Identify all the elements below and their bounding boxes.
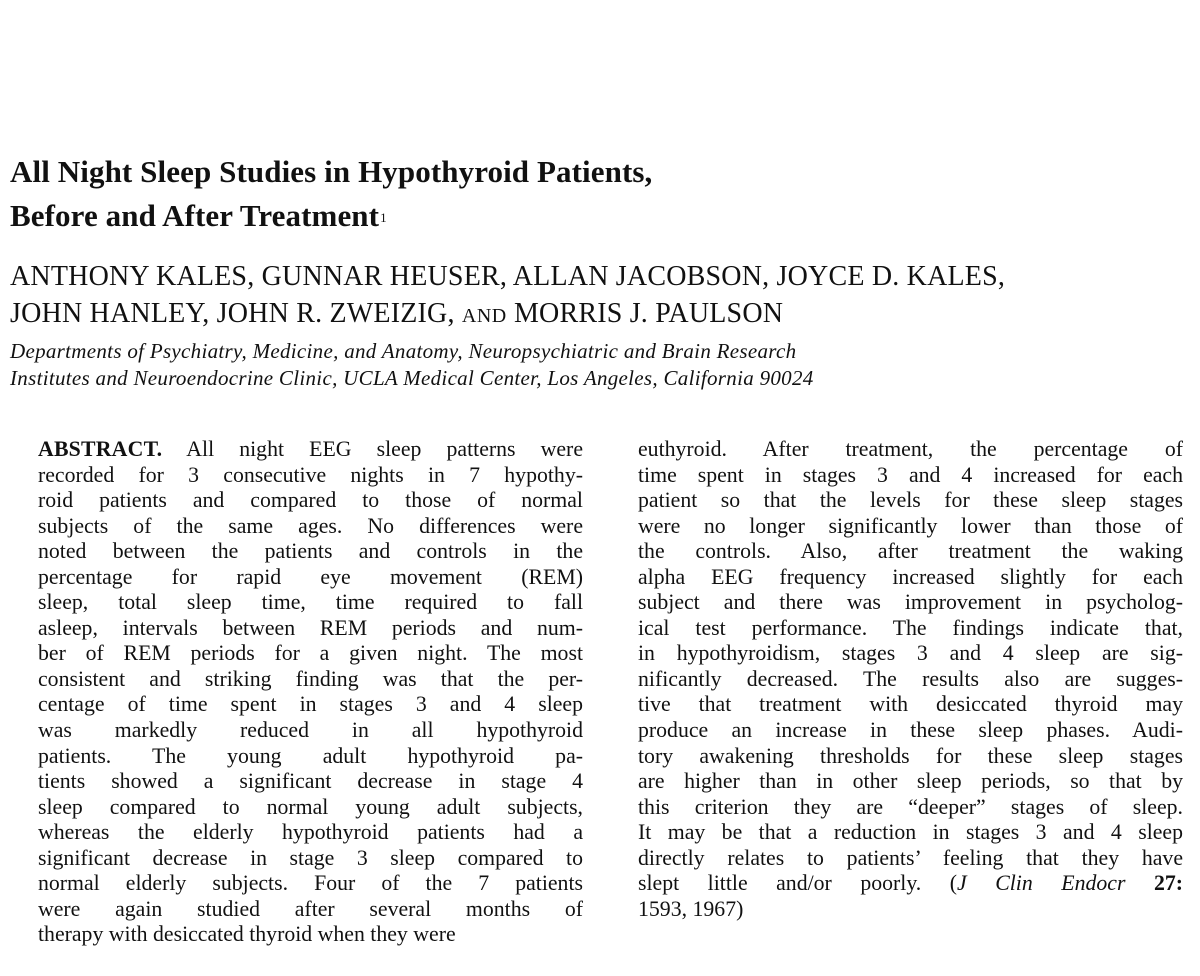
abstract-left-line-3: roid patients and compared to those of normal	[38, 488, 583, 513]
authors-line-2	[10, 295, 1185, 335]
author-list	[10, 258, 1185, 335]
abstract-left-line-1	[38, 437, 583, 463]
citation-journal: J Clin Endocr	[957, 871, 1126, 896]
abstract-first-line-text: All night EEG sleep patterns were	[186, 437, 583, 461]
abstract-right-line-18: directly relates to patients’ feeling that they have	[638, 845, 1183, 870]
abstract-left-line-6: percentage for rapid eye movement (REM)	[38, 564, 583, 589]
abstract-right-line-2: euthyroid. After treatment, the percentage of	[638, 437, 1183, 461]
citation-pre: slept little and/or poorly. (	[638, 871, 958, 896]
abstract-left-line-15: sleep compared to normal young adult subjects,	[38, 794, 583, 819]
abstract-right-line-8: subject and there was improvement in psycholog-	[638, 590, 1183, 615]
abstract-left-line-2: recorded for 3 consecutive nights in 7 hypothy-	[38, 462, 583, 487]
abstract-right-line-5: were no longer significantly lower than those of	[638, 513, 1183, 538]
abstract-right-lines	[638, 437, 1183, 871]
abstract-left-line-20: therapy with desiccated thyroid when they were	[38, 922, 456, 947]
abstract-right-line-14: tory awakening thresholds for these sleep stages	[638, 743, 1183, 768]
abstract-column-left	[38, 437, 583, 948]
abstract-left-line-7: sleep, total sleep time, time required to fall	[38, 590, 583, 615]
authors-line-1: ANTHONY KALES, GUNNAR HEUSER, ALLAN JACOBSON, JOYCE D. KALES,	[10, 261, 1006, 292]
abstract-right-line-10: in hypothyroidism, stages 3 and 4 sleep are sig-	[638, 641, 1183, 666]
abstract-right-line-9: ical test performance. The findings indicate that,	[638, 615, 1183, 640]
abstract-left-line-11: centage of time spent in stages 3 and 4 sleep	[38, 692, 583, 717]
abstract-left-line-4: subjects of the same ages. No differences were	[38, 513, 583, 538]
title-line-2	[10, 194, 1110, 238]
citation-volume: 27:	[1153, 871, 1184, 896]
abstract-right-line-4: patient so that the levels for these sleep stages	[638, 488, 1183, 513]
abstract-left-line-9: ber of REM periods for a given night. The most	[38, 641, 583, 666]
abstract-left-line-18: normal elderly subjects. Four of the 7 patients	[38, 871, 583, 896]
abstract-right-line-7: alpha EEG frequency increased slightly for each	[638, 564, 1183, 589]
title-footnote-mark: 1	[380, 210, 387, 225]
title-line-1: All Night Sleep Studies in Hypothyroid Patients,	[10, 154, 653, 189]
abstract-left-line-12: was markedly reduced in all hypothyroid	[38, 718, 583, 743]
abstract-right-line-17: It may be that a reduction in stages 3 and 4 sleep	[638, 820, 1183, 845]
abstract-left-line-10: consistent and striking finding was that the per-	[38, 666, 583, 691]
article-title	[10, 150, 1110, 238]
abstract-left-line-8: asleep, intervals between REM periods and num-	[38, 615, 583, 640]
authors-line-2-post: MORRIS J. PAULSON	[513, 298, 784, 329]
title-line-2-text: Before and After Treatment	[10, 198, 380, 233]
abstract-label: ABSTRACT.	[38, 437, 163, 461]
abstract-left-line-16: whereas the elderly hypothyroid patients had a	[38, 820, 583, 845]
abstract-left-line-17: significant decrease in stage 3 sleep compared to	[38, 845, 583, 870]
abstract-right-line-6: the controls. Also, after treatment the waking	[638, 539, 1183, 564]
abstract-left-line-5: noted between the patients and controls in the	[38, 539, 583, 564]
authors-and: AND	[461, 305, 507, 327]
abstract-right-line-13: produce an increase in these sleep phases. Audi-	[638, 718, 1183, 743]
abstract-right-line-11: nificantly decreased. The results also are sugges-	[638, 666, 1183, 691]
affiliation-line-1: Departments of Psychiatry, Medicine, and Anatomy, Neuropsychiatric and Brain Research	[10, 339, 797, 363]
abstract-left-lines	[38, 463, 583, 948]
abstract-right-citation-line	[638, 871, 1183, 897]
abstract-left-line-14: tients showed a significant decrease in stage 4	[38, 769, 583, 794]
abstract-right-line-15: are higher than in other sleep periods, so that by	[638, 769, 1183, 794]
affiliation	[10, 338, 1110, 392]
abstract-column-right	[638, 437, 1183, 922]
abstract-right-line-16: this criterion they are “deeper” stages of sleep.	[638, 794, 1183, 819]
affiliation-line-2: Institutes and Neuroendocrine Clinic, UCLA Medical Center, Los Angeles, California 90024	[10, 366, 814, 390]
citation-end: 1593, 1967)	[638, 896, 744, 921]
authors-line-2-pre: JOHN HANLEY, JOHN R. ZWEIZIG,	[10, 298, 455, 329]
abstract-left-line-13: patients. The young adult hypothyroid pa-	[38, 743, 583, 768]
abstract-left-line-19: were again studied after several months of	[38, 896, 583, 921]
abstract-right-line-12: tive that treatment with desiccated thyroid may	[638, 692, 1183, 717]
abstract-right-line-3: time spent in stages 3 and 4 increased for each	[638, 462, 1183, 487]
